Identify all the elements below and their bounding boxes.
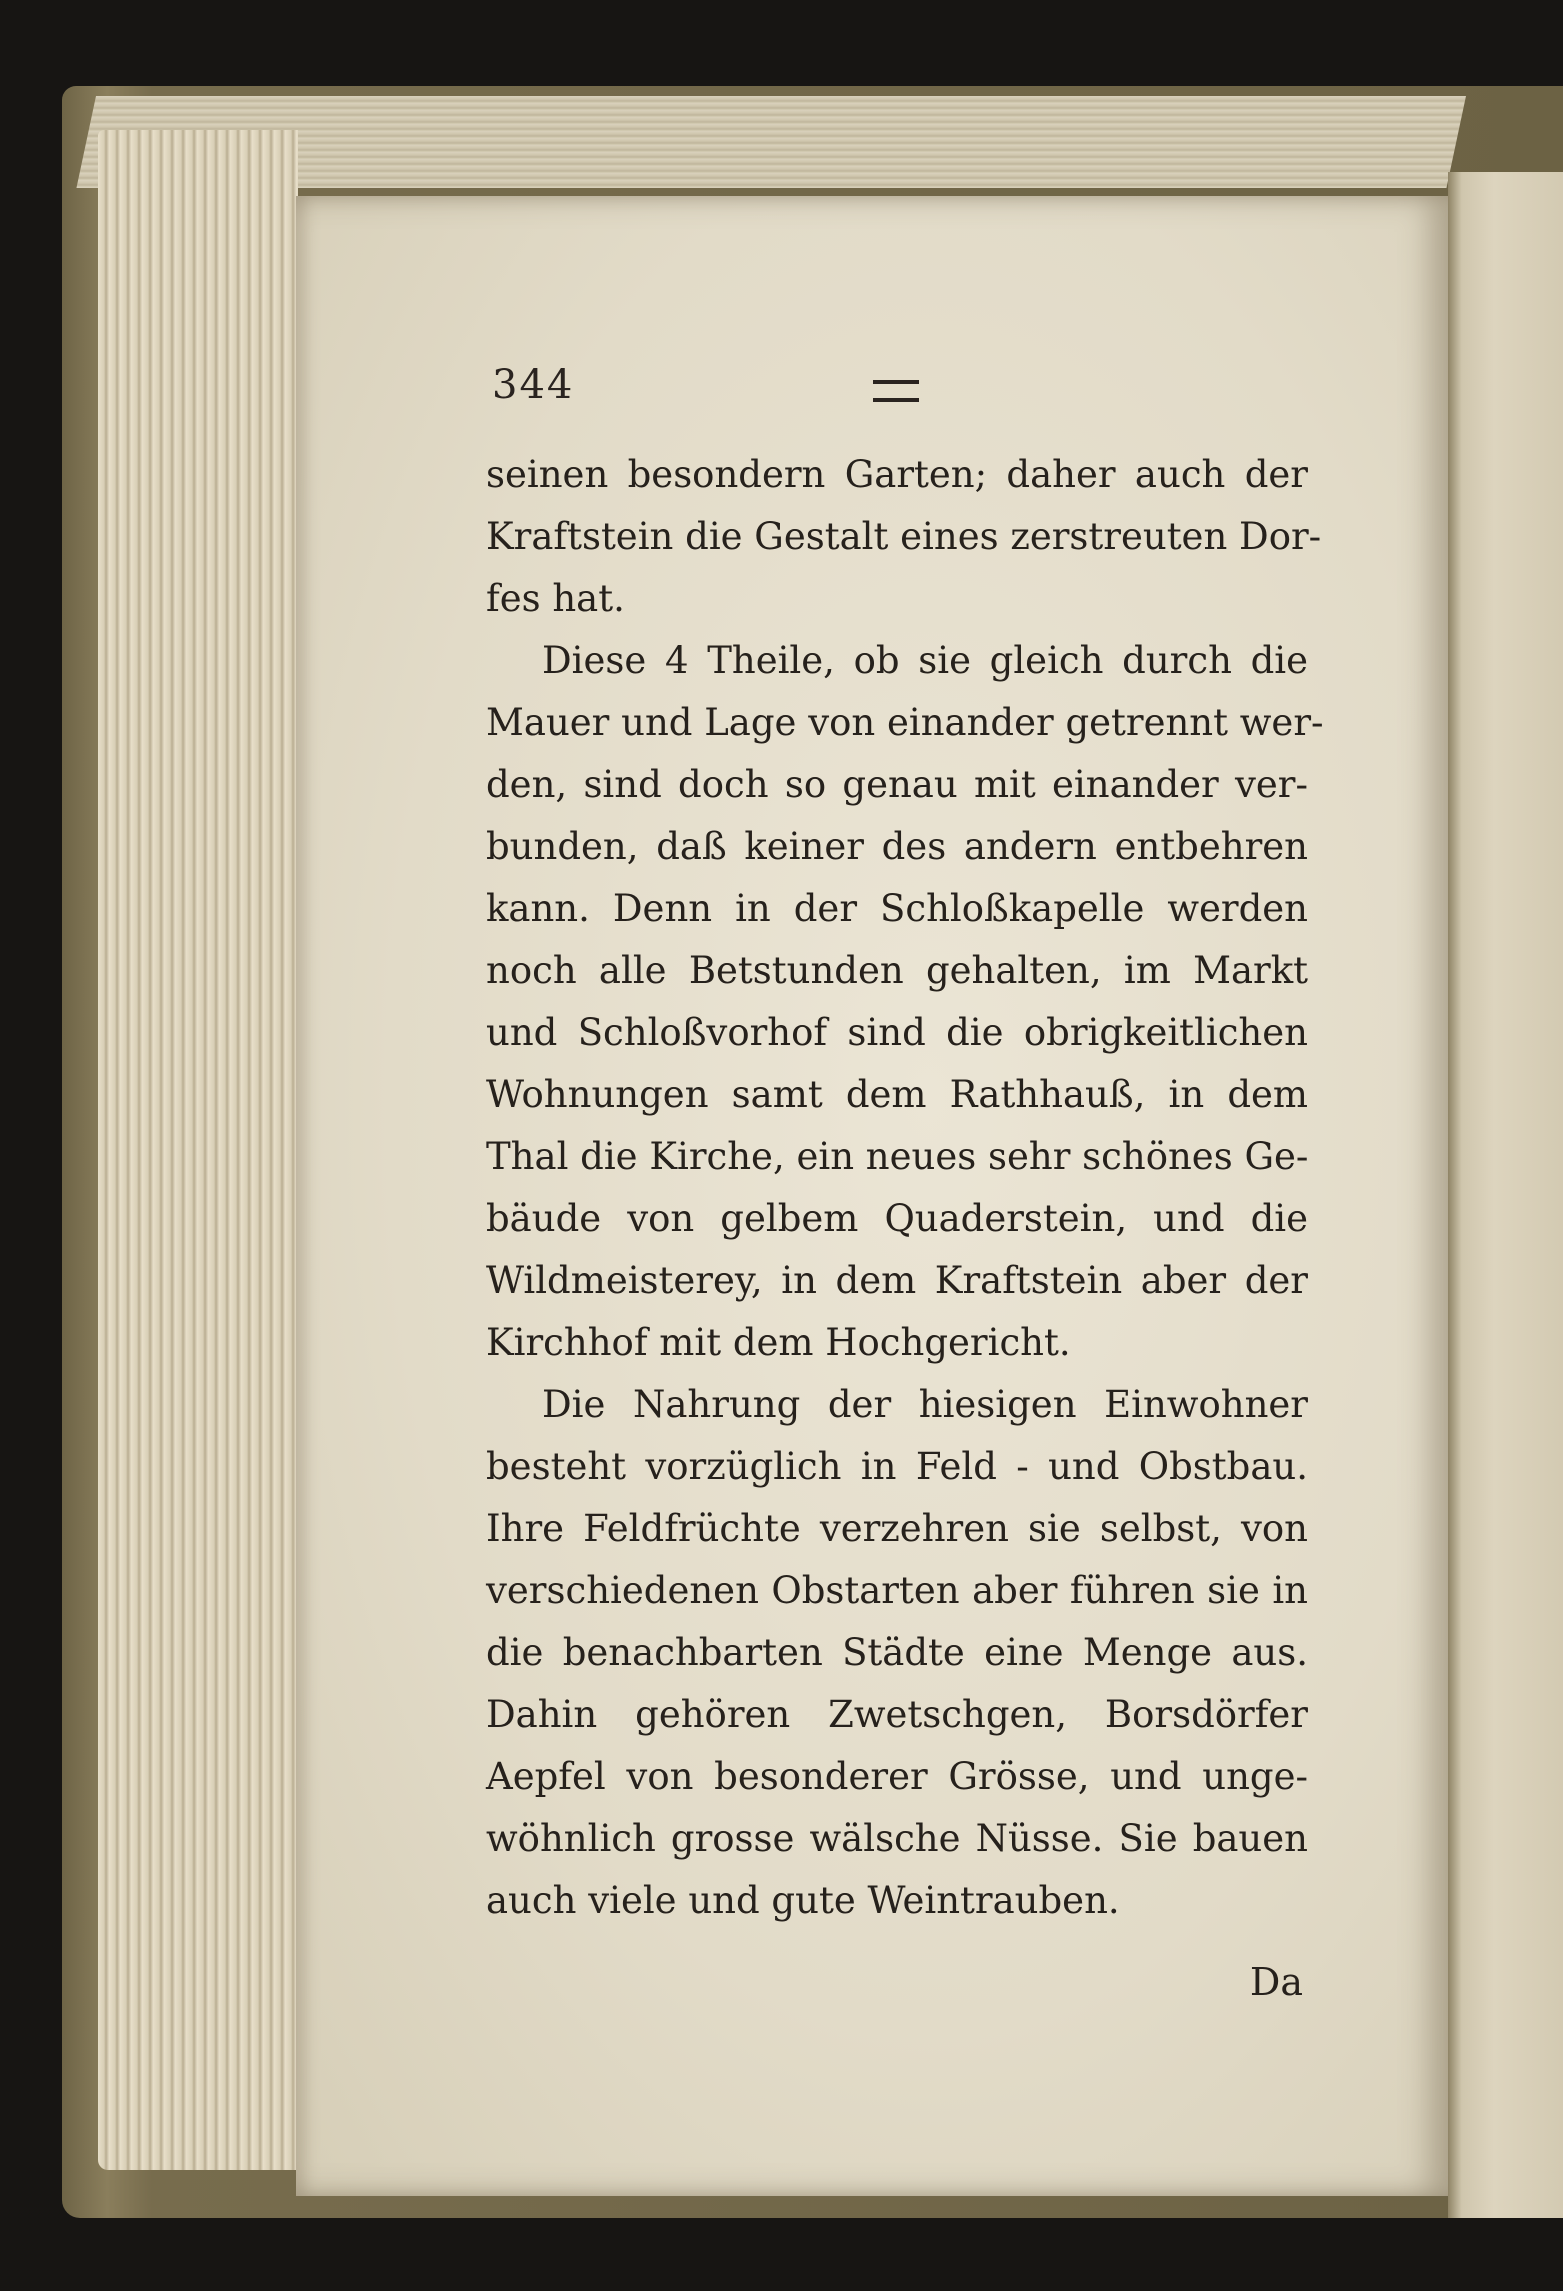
text-line: bunden, daß keiner des andern entbehren	[486, 825, 1308, 868]
text-line: seinen besondern Garten; daher auch der	[486, 453, 1308, 496]
text-line: noch alle Betstunden gehalten, im Markt	[486, 949, 1308, 992]
text-line: verschiedenen Obstarten aber führen sie in	[486, 1569, 1308, 1612]
text-line: Kirchhof mit dem Hochgericht.	[486, 1321, 1071, 1364]
text-line: Kraftstein die Gestalt eines zerstreuten Dor-	[486, 515, 1322, 558]
text-line: die benachbarten Städte eine Menge aus.	[486, 1631, 1308, 1674]
book-side-edge	[98, 130, 298, 2170]
running-head	[492, 362, 1342, 418]
body-text	[486, 444, 1324, 1932]
text-line: wöhnlich grosse wälsche Nüsse. Sie bauen	[486, 1817, 1308, 1860]
text-line: bäude von gelbem Quaderstein, und die	[486, 1197, 1308, 1240]
text-line: Thal die Kirche, ein neues sehr schönes Ge-	[486, 1135, 1309, 1178]
text-line: Dahin gehören Zwetschgen, Borsdörfer	[486, 1693, 1308, 1736]
text-line: Ihre Feldfrüchte verzehren sie selbst, von	[486, 1507, 1308, 1550]
text-line: Die Nahrung der hiesigen Einwohner	[542, 1383, 1308, 1426]
text-line: Wohnungen samt dem Rathhauß, in dem	[486, 1073, 1308, 1116]
text-line: besteht vorzüglich in Feld - und Obstbau.	[486, 1445, 1308, 1488]
text-line: Wildmeisterey, in dem Kraftstein aber der	[486, 1259, 1308, 1302]
facing-page-edge	[1448, 172, 1563, 2218]
text-line: Mauer und Lage von einander getrennt wer-	[486, 701, 1324, 744]
page-number: 344	[492, 362, 575, 408]
text-line: kann. Denn in der Schloßkapelle werden	[486, 887, 1308, 930]
head-ornament-rule	[873, 380, 919, 402]
text-line: den, sind doch so genau mit einander ver-	[486, 763, 1308, 806]
text-line: fes hat.	[486, 577, 625, 620]
text-line: Diese 4 Theile, ob sie gleich durch die	[542, 639, 1308, 682]
text-line: auch viele und gute Weintrauben.	[486, 1879, 1120, 1922]
text-line: und Schloßvorhof sind die obrigkeitlichen	[486, 1011, 1308, 1054]
text-line: Aepfel von besonderer Grösse, und unge-	[486, 1755, 1308, 1798]
catchword: Da	[1249, 1960, 1303, 2004]
